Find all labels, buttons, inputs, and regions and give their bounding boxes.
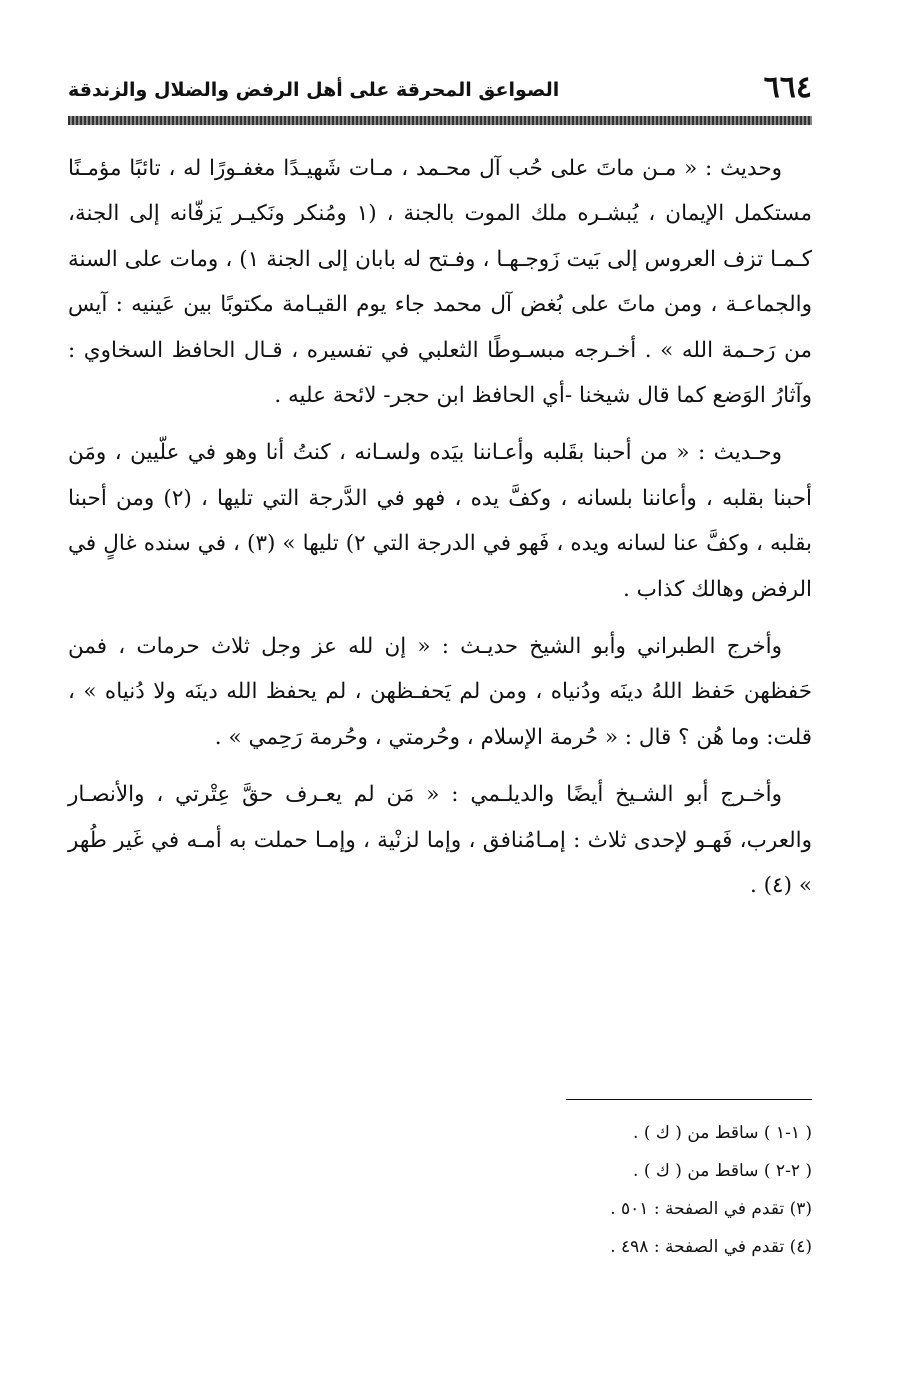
page-header [68,70,812,108]
footnote: (٣) تقدم في الصفحة : ٥٠١ . [610,1199,812,1219]
running-title: الصواعق المحرقة على أهل الرفض والضلال والزندقة [68,79,560,101]
footnotes [420,1114,812,1266]
page-number: ٦٦٤ [763,70,812,105]
paragraph: وأخرج الطبراني وأبو الشيخ حديـث : « إن لله عز وجل ثلاث حرمات ، فمن حَفظهن حَفظ اللهُ دينَه ودُنياه ، ومن لم يَحفـظهن ، لم يحفظ الله دينَه ولا دُنياه » ، قلت: وما هُن ؟ قال : « حُرمة الإسلام ، وحُرمتي ، وحُرمة رَحِمي » . [68,634,812,750]
footnote-divider [566,1099,812,1100]
paragraph: وحـديث : « من أحبنا بقَلبه وأعـاننا بيَده ولسـانه ، كنتُ أنا وهو في علّيين ، ومَن أحبنا بقلبه ، وأعاننا بلسانه ، وكفَّ يده ، فهو في الدَّرجة التي تليها ، (٢) ومن أحبنا بقلبه ، وكفَّ عنا لسانه ويده ، فَهو في الدرجة التي ٢) تليها » (٣) ، في سنده غالٍ في الرفض وهالك كذاب . [68,440,812,602]
main-text [68,146,812,909]
paragraph: وحديث : « مـن ماتَ على حُب آل محـمد ، مـات شَهيـدًا مغفـورًا له ، تائبًا مؤمـنًا مستكمل الإيمان ، يُبشـره ملك الموت بالجنة ، (١ ومُنكر ونَكيـر يَزفّانه إلى الجنة، كـمـا تزف العروس إلى بَيت زَوجـهـا ، وفـتح له بابان إلى الجنة ١) ، ومات على السنة والجماعـة ، ومن ماتَ على بُغض آل محمد جاء يوم القيـامة مكتوبًا بين عَينيه : آيس من رَحـمة الله » . أخـرجه مبسـوطًا الثعلبي في تفسيره ، قـال الحافظ السخاوي : وآثارُ الوَضع كما قال شيخنا -أي الحافظ ابن حجر- لائحة عليه . [68,156,813,409]
footnote: ( ١-١ ) ساقط من ( ك ) . [633,1123,812,1143]
header-rule [68,116,812,125]
footnote: (٤) تقدم في الصفحة : ٤٩٨ . [610,1237,812,1257]
footnote: ( ٢-٢ ) ساقط من ( ك ) . [633,1161,812,1181]
paragraph: وأخـرج أبو الشـيخ أيضًا والديلـمي : « مَن لم يعـرف حقَّ عِتْرتي ، والأنصـار والعرب، فَهـو لإحدى ثلاث : إمـامُنافق ، وإما لزنْية ، وإمـا حملت به أمـه في غَير طُهر » (٤) . [68,782,812,899]
